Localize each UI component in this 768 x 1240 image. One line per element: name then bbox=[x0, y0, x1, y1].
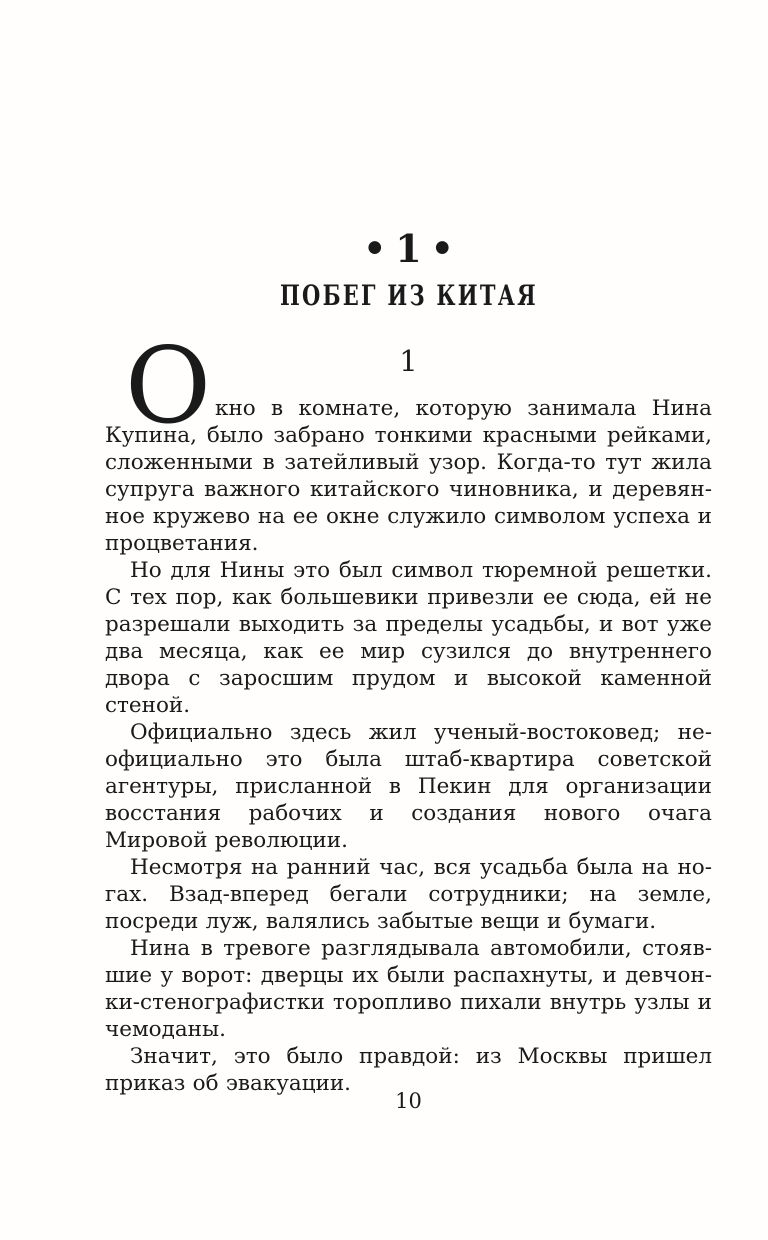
paragraph: Официально здесь жил ученый-востоковед; неофициально это была штаб-квартира советской агентуры, присланной в Пекин для организации восстания рабочих и создания нового очага Мировой революции. bbox=[105, 720, 712, 853]
chapter-title-text: ПОБЕГ ИЗ КИТАЯ bbox=[279, 279, 538, 312]
paragraph: Но для Нины это был символ тюремной решетки. С тех пор, как большевики привезли ее сюда, ей не разрешали выходить за пределы усадьбы, и вот уже два месяца, как ее мир сузился до внутреннего двора с заросшим прудом и высокой каменной стеной. bbox=[105, 558, 712, 718]
paragraph: Значит, это было правдой: из Москвы пришел приказ об эвакуации. bbox=[105, 1044, 712, 1096]
page-number: 10 bbox=[395, 1089, 422, 1113]
chapter-title bbox=[105, 279, 712, 317]
bullet-decoration-left-icon: • bbox=[363, 228, 387, 270]
chapter-number-digit: 1 bbox=[395, 226, 422, 271]
paragraph bbox=[105, 325, 712, 557]
chapter-number bbox=[105, 226, 712, 271]
drop-cap: О bbox=[125, 325, 212, 447]
bullet-decoration-right-icon: • bbox=[430, 228, 454, 270]
paragraph: Нина в тревоге разглядывала автомобили, стоявшие у ворот: дверцы их были распахнуты, и девчонки-стенографистки торопливо пихали внутрь узлы и чемоданы. bbox=[105, 936, 712, 1042]
section-number: 1 bbox=[399, 344, 418, 378]
body-text bbox=[105, 325, 712, 1097]
paragraph-text: кно в комнате, которую занимала Нина Купина, было забрано тонкими красными рейками, сложенными в затейливый узор. Когда-то тут жила супруга важного китайского чиновника, и деревянное кружево на ее окне служило символом успеха и процветания. bbox=[105, 396, 712, 556]
paragraph: Несмотря на ранний час, вся усадьба была на ногах. Взад-вперед бегали сотрудники; на земле, посреди луж, валялись забытые вещи и бумаги. bbox=[105, 855, 712, 934]
